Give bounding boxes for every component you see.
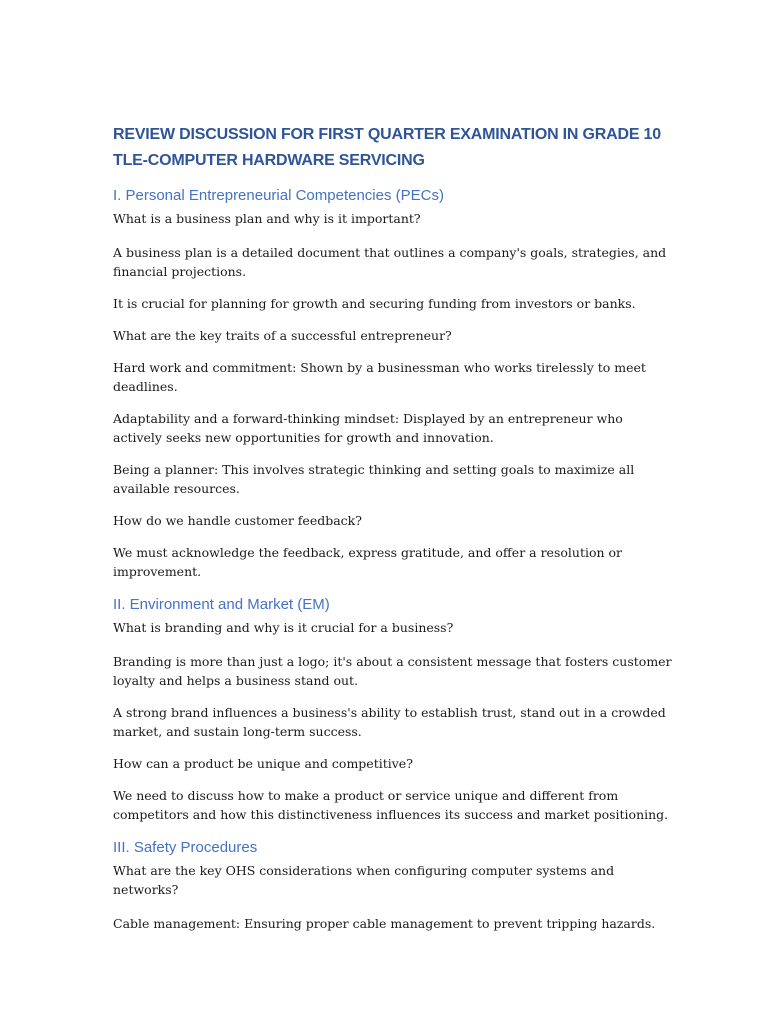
document-page — [113, 122, 673, 946]
question-entrepreneur-traits: What are the key traits of a successful entrepreneur? — [113, 328, 452, 343]
section-heading-safety: III. Safety Procedures — [113, 839, 258, 856]
question-customer-feedback: How do we handle customer feedback? — [113, 513, 362, 528]
answer-trait-planner: Being a planner: This involves strategic thinking and setting goals to maximize all available resources. — [113, 462, 635, 496]
answer-trait-adaptability: Adaptability and a forward-thinking mindset: Displayed by an entrepreneur who actively seeks new opportunities for growth and innovation. — [113, 411, 623, 445]
question-branding: What is branding and why is it crucial for a business? — [113, 620, 454, 635]
answer-business-plan-definition: A business plan is a detailed document that outlines a company's goals, strategies, and financial projections. — [113, 245, 667, 279]
question-unique-product: How can a product be unique and competitive? — [113, 756, 413, 771]
document-title-line-1: REVIEW DISCUSSION FOR FIRST QUARTER EXAMINATION IN GRADE 10 — [113, 126, 661, 143]
answer-branding-definition: Branding is more than just a logo; it's about a consistent message that fosters customer loyalty and helps a business stand out. — [113, 654, 672, 688]
section-heading-pecs: I. Personal Entrepreneurial Competencies (PECs) — [113, 187, 444, 204]
answer-trait-hard-work: Hard work and commitment: Shown by a businessman who works tirelessly to meet deadlines. — [113, 360, 646, 394]
document-title — [113, 122, 673, 174]
answer-customer-feedback: We must acknowledge the feedback, express gratitude, and offer a resolution or improvement. — [113, 545, 623, 579]
section-heading-em: II. Environment and Market (EM) — [113, 596, 330, 613]
document-title-line-2: TLE-COMPUTER HARDWARE SERVICING — [113, 152, 425, 169]
answer-business-plan-importance: It is crucial for planning for growth and securing funding from investors or banks. — [113, 296, 636, 311]
answer-brand-influence: A strong brand influences a business's ability to establish trust, stand out in a crowded market, and sustain long-term success. — [113, 705, 666, 739]
answer-unique-product: We need to discuss how to make a product or service unique and different from competitors and how this distinctiveness influences its success and market positioning. — [113, 788, 669, 822]
question-business-plan: What is a business plan and why is it important? — [113, 211, 421, 226]
answer-cable-management: Cable management: Ensuring proper cable management to prevent tripping hazards. — [113, 916, 656, 931]
question-ohs-considerations: What are the key OHS considerations when configuring computer systems and networks? — [113, 863, 615, 897]
